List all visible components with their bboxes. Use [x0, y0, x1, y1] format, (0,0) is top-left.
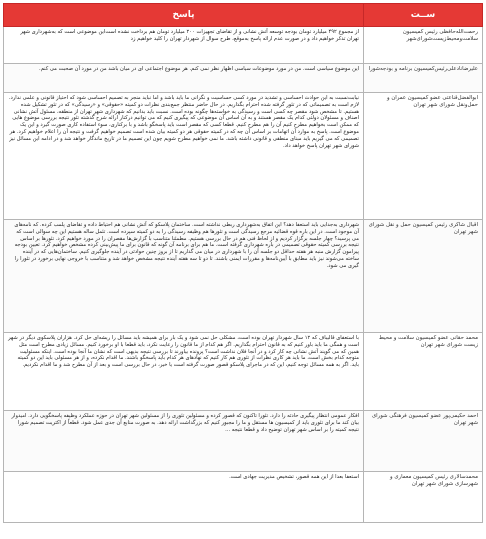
row-person: رحمت‌الله‌حافظی رئیس کمیسیون سلامت‌ومحیط‌زیست‌شورای‌شهر: [364, 27, 483, 64]
row-person: احمد حکیمی‌پور عضو کمیسیون فرهنگی شورای شهر تهران: [364, 411, 483, 472]
row-person: ابوالفضل‌قناعتی عضو کمیسیون عمران و حمل‌ونقل شورای شهر تهران: [364, 93, 483, 220]
header-question: ســت: [364, 4, 483, 27]
row-answer: شهرداری به‌جدایی باید استعفا دهد؟ این اتفاق به‌شهرداری ربطی نداشته است. ساختمان پلاسکو که آتش نشانی هم احتیاط داده و تقاضای پلمب کرده. که نامه‌های آن موجود است. در این باره قوه قضائیه مرجع رسیدگی است و تئورها هم وظیفه رسیدگی را به دو کمیته سپرده است. تئمل ساله هستیم این چه سوالی است که می پرسید؟ چهار جلسه برگزار کردیم و از لحاظ فنی هم در حال بررسی هستیم. مطمئنا متناسب با گزارش‌ها مقصران را در مورد خواهیم کرد. تئورها بر اساس نتیجه بررسی کمیته حقوقی تصمیمی در باره شهرداری گرفته است. ما هم برای برنامه آن گونه که قانون برای ما پیش‌بینی کرده مشخص خواهیم کرد. تعیین بودجه پیرامون گزارش منبه هر هفته حداقل دو جلسه آن را با شهرداری در میان می گذاریم تا از بروز چنین حوادثی در آینده جلوگیری کنیم. ساختمان‌هایی که در آینده ساخته می‌شوند نیز باید مطابق با آیین‌نامه‌ها و مقررات ایمنی باشند. تا دو تا سه هفته آینده نتیجه مشخص خواهد شد و متناسب با خروجی نهایی برخورد در تئورا را گیری می شود.: [4, 220, 364, 333]
table-row: [4, 472, 483, 523]
interview-table-container: [3, 3, 483, 536]
row-answer: این موضوع سیاسی است. من در مورد موضوعات سیاسی اظهار نظر نمی کنم. هر موضوع اجتماعی ای در میان باشد من در مورد آن صحبت می کنم.: [4, 64, 364, 93]
row-person: محمد حقانی عضو کمیسیون سلامت و محیط زیست شورای شهر تهران: [364, 333, 483, 411]
table-row: [4, 64, 483, 93]
table-row: [4, 220, 483, 333]
table-row: [4, 93, 483, 220]
table-row: [4, 411, 483, 472]
table-header-row: [4, 4, 483, 27]
row-person: اقبال شاکری رئیس کمیسیون حمل و نقل شورای شهر تهران: [364, 220, 483, 333]
row-person: علیرضانادعلی‌رئیس‌کمیسیون برنامه و بودجه‌شورا: [364, 64, 483, 93]
row-answer: با استعفای قالیباف که ۱۲ سال شهردار تهران بوده است، مشکلی حل نمی شود و یک بار برای همیشه باید مسائل را ریشه‌ای حل کرد. هزاران پلاسکوی دیگر در شهر است و همگی ما باید باور کنیم که به قانون احترام بگذاریم. اگر هم کدام از ما قانون را رعایت نکرد، باید قطعا با او برخورد کنیم. مسائل زیادی مطرح است مثل همین که می گویند آتش نشانی چه کار کرد و در آنجا فلان نداشت است؟ پرونده بیاورند تا بررسی نتیجه بدیهی است که نشان ما آنجا بوده است. اینکه مسئولیت متوجه کدام بخش است، ما باید هر کاری نظرات از تئوری هم کار کنیم که نهادهای هر کدام باید پاسخگو باشند. ما اقدام نکرده، و از هر مسئولی باید این دو کمیته باید. اگر به همه مسائل توجه کنیم، این که در ماجرای پلاسکو قصور صورت گرفته است یا خیر، در حال بررسی است و بعد از آن مطرح شد و ما اقدام نکردیم.: [4, 333, 364, 411]
row-answer: نیابت‌نسبت به این حوادث احساسی و تشدید در مورد کسی حساسیت و نگرانی ما باید باشد و اما نباید منجر به تصمیم احساسی شود که احتیاز قانونی و علمی ندارد. لازم است به تصمیماتی که در تئور گرفته شده احترام بگذاریم. در حال حاضر منتظر جمع‌بندی نظرات دو کمیته «حقوقی» و «رسیدگی» که در تئور تشکیل شده هستیم. تا مشخص شود مقصر چه کسی است و رسیدگی به خواسته‌ها چگونه بوده است. نسبت باید بدانیم که شهرداری شهر تهران از منطقه، مسئول آتش نشانی اصناف و مسئولان دولتی کدام یک مقصر هستند و به آن اساس آن موضوعی که پیگیری کنیم که می توانیم درکنار ارائه شرح گذشته تئور نتیجه بررسی موضوع هایی که ممکن است بخواهیم مطرح کنیم آن را هم مطرح کنیم. قطعا کسی که مقصر است باید پاسخگو باشد و با برکناری، سوء استفاده کاری صورت گیرد و این یک موضوع است. پاسخ به موارد آن اتهامات بر اساس آن چه که در کمیته حقوقی هر دو کمیته بیان شده است تصمیم خواهیم گرفت و نتیجه آن را اعلام خواهیم کرد. هر تصمیمی که می گیریم باید مبنای منطقی و قانونی داشته باشد. ما نمی خواهیم مطرح شویم چون این تصمیم ما در تاریخ ماندگار خواهد شد و در ادامه این مسائل نیز شورای شهر تهران پاسخ خواهد داد.: [4, 93, 364, 220]
table-row: [4, 27, 483, 64]
row-person: محمدسالاری رئیس کمیسیون معماری و شهرسازی شورای شهر تهران: [364, 472, 483, 523]
row-answer: استعفا بعدا از این همه قصور، تشخیص مدیریت جهادی است.: [4, 472, 364, 523]
row-answer: افکار عمومی انتظار پیگیری حادثه را دارد. تئورا تاکنون که قصور کرده و مسئولین تئوری را از مسئولین شهر تهران در حوزه عملکرد وظیفه پاسخگویی دارد. امیدوار بیان کند ما برای تئوری باید از کمیسیون ها مستقل و ما را مجبور کنیم که بزرگداشت ارائه دهد. به صورت منابع آن جدی عمل شود. قطعاً از اکثریت تصمیم شورا نتیجه کمیته را بر اساس شهر تهران توضیح داد و قطعا نتیجه ...: [4, 411, 364, 472]
header-answer: پاسخ: [4, 4, 364, 27]
interview-table: [3, 3, 483, 523]
table-row: [4, 333, 483, 411]
row-answer: از مجموع ۴۹۲ میلیارد تومان بودجه توسعه آتش نشانی و از تقاضای تجهیزات ۲۰۰ میلیارد تومان هم برداخت نشده است‌این موضوعی است که به‌شهرداری شهر تهران تذکر خواهیم داد و در صورت عدم ارائه پاسخ به‌موقع، طرح سوال از شهردار تهران را کلید خواهیم زد: [4, 27, 364, 64]
